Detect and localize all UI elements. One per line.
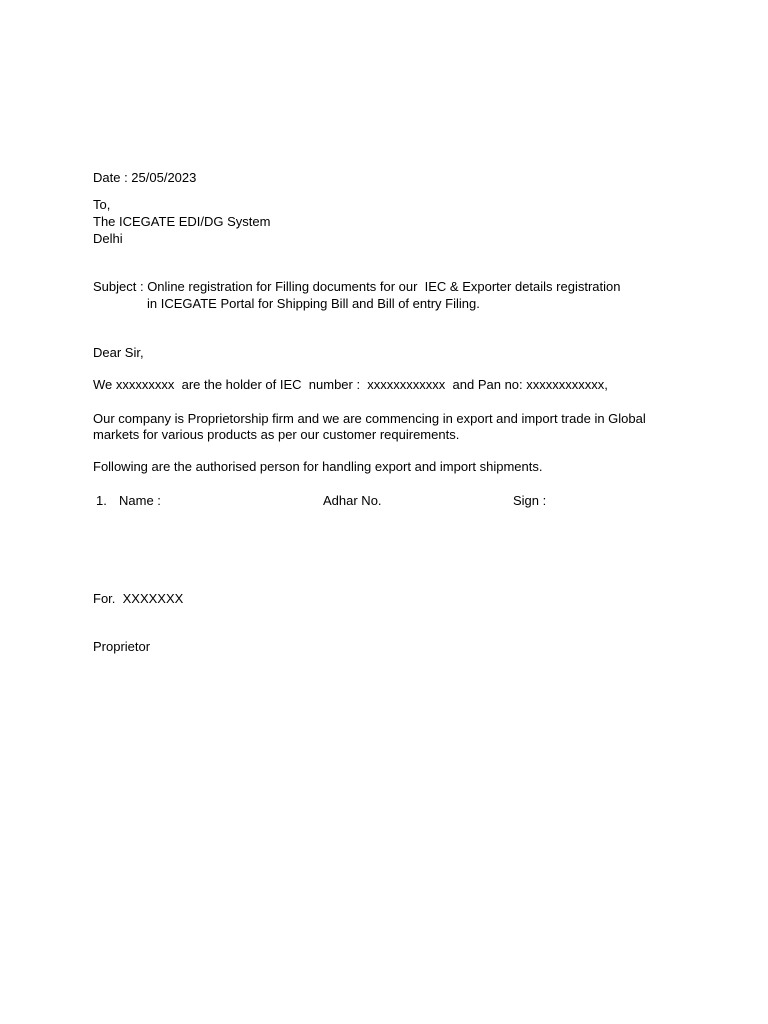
closing-title: Proprietor	[93, 639, 151, 654]
sign-label: Sign :	[513, 493, 547, 508]
recipient-line-2: Delhi	[93, 231, 123, 246]
name-label: Name :	[119, 493, 161, 508]
paragraph-company-line-1: Our company is Proprietorship firm and we are commencing in export and import trade in Global	[93, 411, 646, 426]
paragraph-iec: We xxxxxxxxx are the holder of IEC number : xxxxxxxxxxxx and Pan no: xxxxxxxxxxxx,	[93, 377, 608, 392]
closing-for: For. XXXXXXX	[93, 591, 184, 606]
recipient-line-1: The ICEGATE EDI/DG System	[93, 214, 271, 229]
paragraph-company-line-2: markets for various products as per our customer requirements.	[93, 427, 460, 442]
letter-date: Date : 25/05/2023	[93, 170, 197, 185]
salutation: Dear Sir,	[93, 345, 144, 360]
paragraph-authorised: Following are the authorised person for handling export and import shipments.	[93, 459, 543, 474]
list-number: 1.	[96, 493, 107, 508]
adhar-label: Adhar No.	[323, 493, 382, 508]
subject-line-2: in ICEGATE Portal for Shipping Bill and Bill of entry Filing.	[147, 296, 480, 311]
to-label: To,	[93, 197, 111, 212]
subject-line-1: Subject : Online registration for Filling documents for our IEC & Exporter details registration	[93, 279, 621, 294]
